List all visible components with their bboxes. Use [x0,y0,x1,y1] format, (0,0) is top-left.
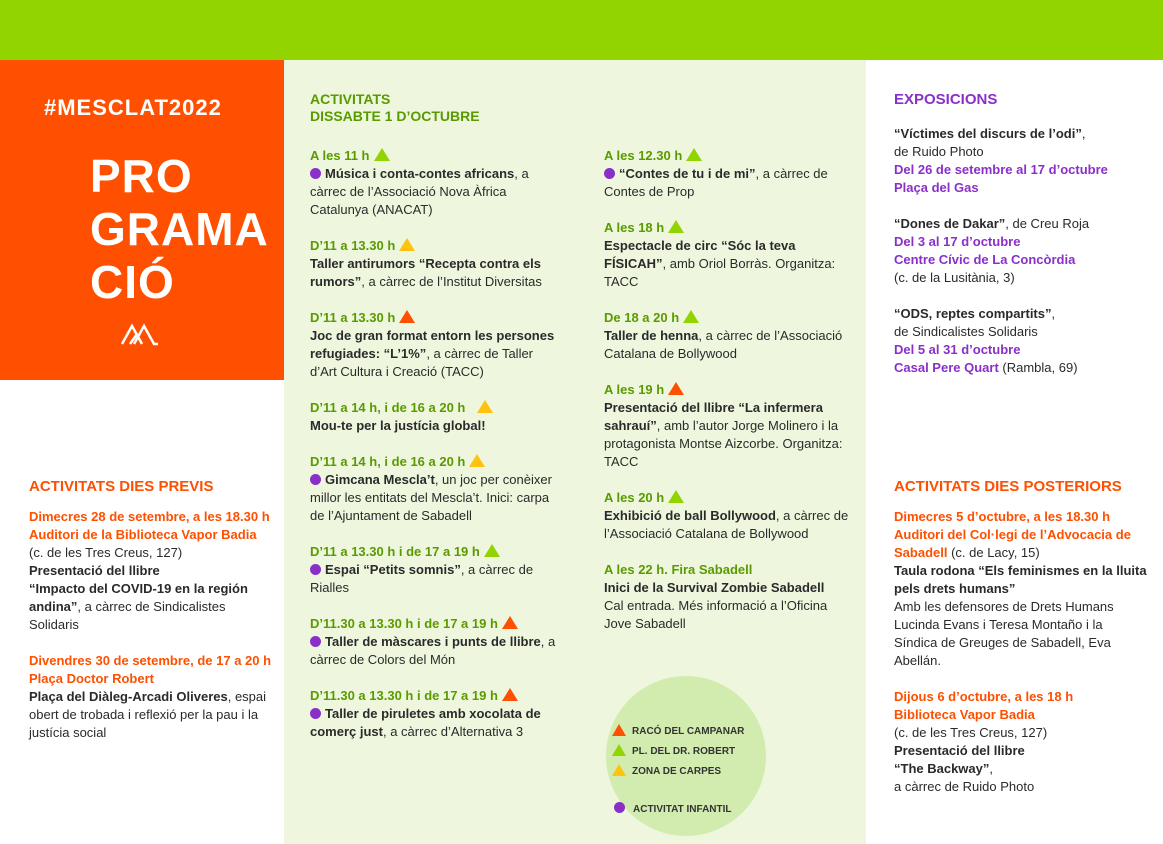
legend [612,722,744,820]
triangle-green-icon [668,220,684,233]
triangle-green-icon [683,310,699,323]
activity-time: A les 22 h. Fira Sabadell [604,562,753,577]
event-description: , espai obert de trobada i reflexió per la pau i la justícia social [29,689,267,740]
activity-time: A les 20 h [604,490,665,505]
event-book-title: “The Backway” [894,761,990,776]
exhibitions-heading: EXPOSICIONS [894,91,998,108]
triangle-yellow-icon [477,400,493,413]
activity-description: , a càrrec de Colors del Món [310,634,556,667]
activity-time: A les 18 h [604,220,665,235]
saturday-heading-line-2: DISSABTE 1 D’OCTUBRE [310,108,480,124]
event-description: Amb les defensores de Drets Humans Lucinda Evans i Teresa Montaño i la Síndica de Greuges de Sabadell, Eva Abellán. [894,599,1114,668]
activity-item [310,147,562,219]
activity-title: Inici de la Survival Zombie Sabadell [604,580,825,595]
exhibition-address: (c. de la Lusitània, 3) [894,270,1015,285]
triangle-yellow-icon [612,764,626,776]
event-book-title: “Impacto del COVID-19 en la región andina” [29,581,248,614]
event-venue: Auditori del Col·legi de l’Advocacia de Sabadell [894,527,1131,560]
exhibition-dates: Del 5 al 31 d’octubre [894,342,1021,357]
event-title: Plaça del Diàleg-Arcadi Oliveres [29,689,228,704]
event-address: (c. de les Tres Creus, 127) [29,545,183,560]
activity-description: , a càrrec de l’Associació Catalana de Bollywood [604,328,843,361]
activity-item [310,453,562,525]
exhibition-item [894,215,1149,287]
activity-item [310,399,562,435]
activity-title: Gimcana Mescla’t [325,472,435,487]
title-line-2: GRAMA [90,203,269,255]
exhibition-item: “ODS, reptes compartits”, de Sindicalistes Solidaris Del 5 al 31 d’octubre Casal Pere Quart (Rambla, 69) [894,305,1149,377]
triangle-red-icon [502,616,518,629]
event-datetime: Dimecres 5 d’octubre, a les 18.30 h [894,509,1111,524]
purple-dot-icon [310,564,321,575]
activity-time: D’11 a 14 h, i de 16 a 20 h [310,454,466,469]
saturday-column-2 [604,147,849,651]
triangle-red-icon [612,724,626,736]
activity-title: Taller de màscares i punts de llibre [325,634,541,649]
activity-title: Taller antirumors “Recepta contra els rumors” [310,256,541,289]
page-title [90,150,269,309]
previous-days-heading: ACTIVITATS DIES PREVIS [29,478,214,495]
exhibition-venue: Plaça del Gas [894,180,979,195]
event-address: (c. de Lacy, 15) [947,545,1040,560]
activity-description: Cal entrada. Més informació a l’Oficina Jove Sabadell [604,598,828,631]
event-title: Taula rodona “Els feminismes en la lluita pels drets humans” [894,563,1147,596]
activity-item [310,309,562,381]
activity-description: , a càrrec de l’Associació Nova Àfrica Catalunya (ANACAT) [310,166,529,217]
later-event-1 [894,508,1149,670]
activity-time: A les 11 h [310,148,370,163]
activity-title: Mou-te per la justícia global! [310,418,486,433]
event-description: , a càrrec de Sindicalistes Solidaris [29,599,226,632]
exhibitions-section [894,91,1149,395]
later-days-heading: ACTIVITATS DIES POSTERIORS [894,478,1122,495]
triangle-red-icon [668,382,684,395]
exhibition-dates: Del 26 de setembre al 17 d’octubre [894,162,1108,177]
activity-time: D’11.30 a 13.30 h i de 17 a 19 h [310,688,498,703]
triangle-red-icon [502,688,518,701]
mountains-logo-icon [120,322,160,346]
event-datetime: Dijous 6 d’octubre, a les 18 h [894,689,1074,704]
activity-item [604,147,849,201]
activity-title: Presentació del llibre “La infermera sahrauí” [604,400,823,433]
exhibition-address: (Rambla, 69) [998,360,1078,375]
activity-description: , un joc per conèixer millor les entitats del Mescla’t. Inici: carpa de l’Ajuntament de Sabadell [310,472,552,523]
activity-time: De 18 a 20 h [604,310,680,325]
triangle-yellow-icon [469,454,485,467]
activity-item [604,381,849,471]
legend-yellow-label: ZONA DE CARPES [632,766,722,777]
activity-description: , a càrrec de Rialles [310,562,534,595]
activity-description: , a càrrec de Contes de Prop [604,166,828,199]
triangle-green-icon [668,490,684,503]
purple-dot-icon [310,168,321,179]
previous-event-1 [29,508,274,634]
saturday-column-1 [310,147,562,759]
activity-description: , a càrrec de Taller d’Art Cultura i Creació (TACC) [310,346,534,379]
activity-item [604,489,849,543]
purple-dot-icon [310,708,321,719]
activity-description: , amb l’autor Jorge Molinero i la protagonista Montse Aizcorbe. Organitza: TACC [604,418,843,469]
activity-time: D’11.30 a 13.30 h i de 17 a 19 h [310,616,498,631]
legend-purple-label: ACTIVITAT INFANTIL [633,804,732,815]
activity-title: Joc de gran format entorn les persones refugiades: “L’1%” [310,328,555,361]
activity-title: “Contes de tu i de mi” [619,166,756,181]
activity-time: A les 12.30 h [604,148,683,163]
purple-dot-icon [310,474,321,485]
exhibition-dates: Del 3 al 17 d’octubre [894,234,1021,249]
exhibition-item: “Víctimes del discurs de l’odi”, de Ruido Photo Del 26 de setembre al 17 d’octubre Plaça del Gas [894,125,1149,197]
activity-description: , a càrrec de l’Associació Catalana de Bollywood [604,508,849,541]
activity-title: Taller de henna [604,328,699,343]
activity-description: , a càrrec de l’Institut Diversitas [361,274,542,289]
exhibition-title: “ODS, reptes compartits” [894,306,1052,321]
activity-item [310,687,562,741]
exhibition-title: “Dones de Dakar” [894,216,1006,231]
activity-time: D’11 a 13.30 h i de 17 a 19 h [310,544,480,559]
exhibition-author: de Ruido Photo [894,144,984,159]
exhibition-venue: Casal Pere Quart [894,360,999,375]
activity-item [604,561,849,633]
legend-green-label: PL. DEL DR. ROBERT [632,746,736,757]
activity-title: Espectacle de circ “Sóc la teva FÍSICAH” [604,238,796,271]
event-title: Presentació del llibre [894,743,1025,758]
activity-item [310,543,562,597]
activity-title: Espai “Petits somnis” [325,562,461,577]
exhibition-venue: Centre Cívic de La Concòrdia [894,252,1076,267]
activity-item [604,309,849,363]
exhibition-title: “Víctimes del discurs de l’odi” [894,126,1082,141]
activity-time: A les 19 h [604,382,665,397]
activity-item [310,615,562,669]
activity-description: , a càrrec d’Alternativa 3 [382,724,524,739]
activity-item [604,219,849,291]
event-title: Presentació del llibre [29,563,160,578]
triangle-yellow-icon [399,238,415,251]
activity-title: Taller de piruletes amb xocolata de comerç just [310,706,541,739]
saturday-heading [310,91,570,125]
previous-event-2 [29,652,274,742]
later-days-section [894,478,1149,814]
purple-dot-icon [310,636,321,647]
triangle-green-icon [484,544,500,557]
hashtag: #MESCLAT2022 [44,95,222,120]
activity-time: D’11 a 13.30 h [310,310,396,325]
activity-title: Música i conta-contes africans [325,166,515,181]
title-line-1: PRO [90,150,193,202]
activity-time: D’11 a 13.30 h [310,238,396,253]
triangle-green-icon [612,744,626,756]
triangle-green-icon [686,148,702,161]
previous-days-section [29,478,274,760]
activity-time: D’11 a 14 h, i de 16 a 20 h [310,400,466,415]
event-description: a càrrec de Ruido Photo [894,779,1035,794]
purple-dot-icon [614,802,625,813]
triangle-green-icon [374,148,390,161]
purple-dot-icon [604,168,615,179]
title-line-3: CIÓ [90,256,175,308]
legend-red-label: RACÓ DEL CAMPANAR [632,726,745,737]
activity-item [310,237,562,291]
activity-title: Exhibició de ball Bollywood [604,508,776,523]
later-event-2: Dijous 6 d’octubre, a les 18 h Biblioteca Vapor Badia (c. de les Tres Creus, 127) Presentació del llibre “The Backway”, a càrrec de Ruido Photo [894,688,1149,796]
top-green-band [0,0,1163,60]
activity-description: , amb Oriol Borràs. Organitza: TACC [604,256,836,289]
event-venue: Plaça Doctor Robert [29,671,154,686]
event-datetime: Divendres 30 de setembre, de 17 a 20 h [29,653,272,668]
saturday-heading-line-1: ACTIVITATS [310,91,391,107]
event-datetime: Dimecres 28 de setembre, a les 18.30 h [29,509,270,524]
exhibition-author: de Sindicalistes Solidaris [894,324,1038,339]
event-venue: Auditori de la Biblioteca Vapor Badia [29,527,257,542]
event-venue: Biblioteca Vapor Badia [894,707,1035,722]
triangle-red-icon [399,310,415,323]
event-address: (c. de les Tres Creus, 127) [894,725,1048,740]
exhibition-author: , de Creu Roja [1005,216,1090,231]
